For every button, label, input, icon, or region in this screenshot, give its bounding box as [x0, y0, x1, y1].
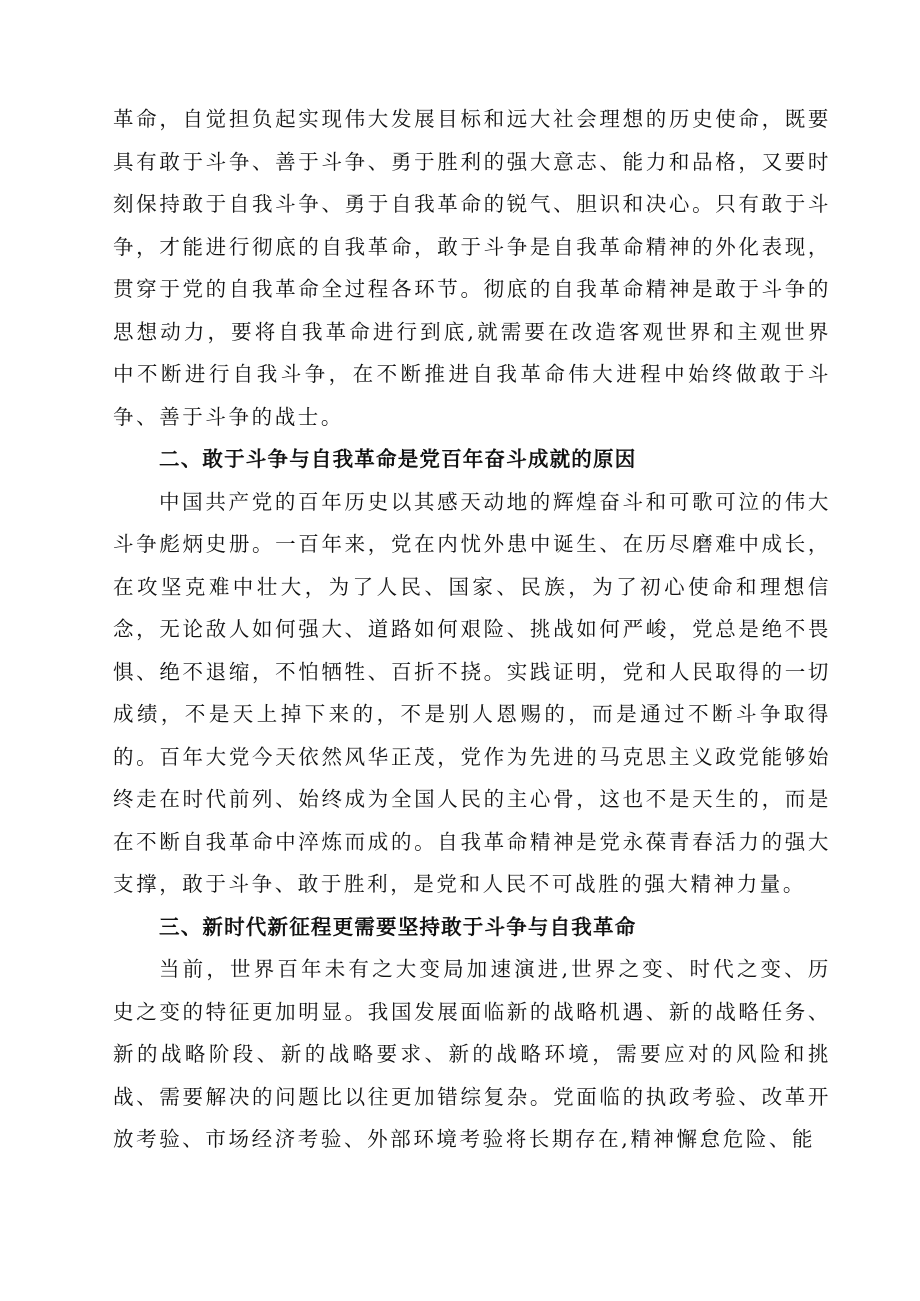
paragraph-section-2: 中国共产党的百年历史以其感天动地的辉煌奋斗和可歌可泣的伟大斗争彪炳史册。一百年来，党在内忧外患中诞生、在历尽磨难中成长，在攻坚克难中壮大，为了人民、国家、民族，为了初心使命和理想信念，无论敌人如何强大、道路如何艰险、挑战如何严峻，党总是绝不畏惧、绝不退缩，不怕牺牲、百折不挠。实践证明，党和人民取得的一切成绩，不是天上掉下来的，不是别人恩赐的，而是通过不断斗争取得的。百年大党今天依然风华正茂，党作为先进的马克思主义政党能够始终走在时代前列、始终成为全国人民的主心骨，这也不是天生的，而是在不断自我革命中淬炼而成的。自我革命精神是党永葆青春活力的强大支撑，敢于斗争、敢于胜利，是党和人民不可战胜的强大精神力量。 [113, 489, 831, 896]
paragraph-intro: 革命，自觉担负起实现伟大发展目标和远大社会理想的历史使命，既要具有敢于斗争、善于斗争、勇于胜利的强大意志、能力和品格，又要时刻保持敢于自我斗争、勇于自我革命的锐气、胆识和决心。只有敢于斗争，才能进行彻底的自我革命，敢于斗争是自我革命精神的外化表现，贯穿于党的自我革命全过程各环节。彻底的自我革命精神是敢于斗争的思想动力，要将自我革命进行到底,就需要在改造客观世界和主观世界中不断进行自我斗争，在不断推进自我革命伟大进程中始终做敢于斗争、善于斗争的战士。 [113, 107, 831, 429]
document-body [113, 98, 831, 1161]
section-heading-2: 二、敢于斗争与自我革命是党百年奋斗成就的原因 [159, 447, 637, 471]
section-heading-3: 三、新时代新征程更需要坚持敢于斗争与自我革命 [159, 914, 637, 939]
paragraph-section-3: 当前，世界百年未有之大变局加速演进,世界之变、时代之变、历史之变的特征更加明显。我国发展面临新的战略机遇、新的战略任务、新的战略阶段、新的战略要求、新的战略环境，需要应对的风险和挑战、需要解决的问题比以往更加错综复杂。党面临的执政考验、改革开放考验、市场经济考验、外部环境考验将长期存在,精神懈怠危险、能 [113, 957, 831, 1151]
